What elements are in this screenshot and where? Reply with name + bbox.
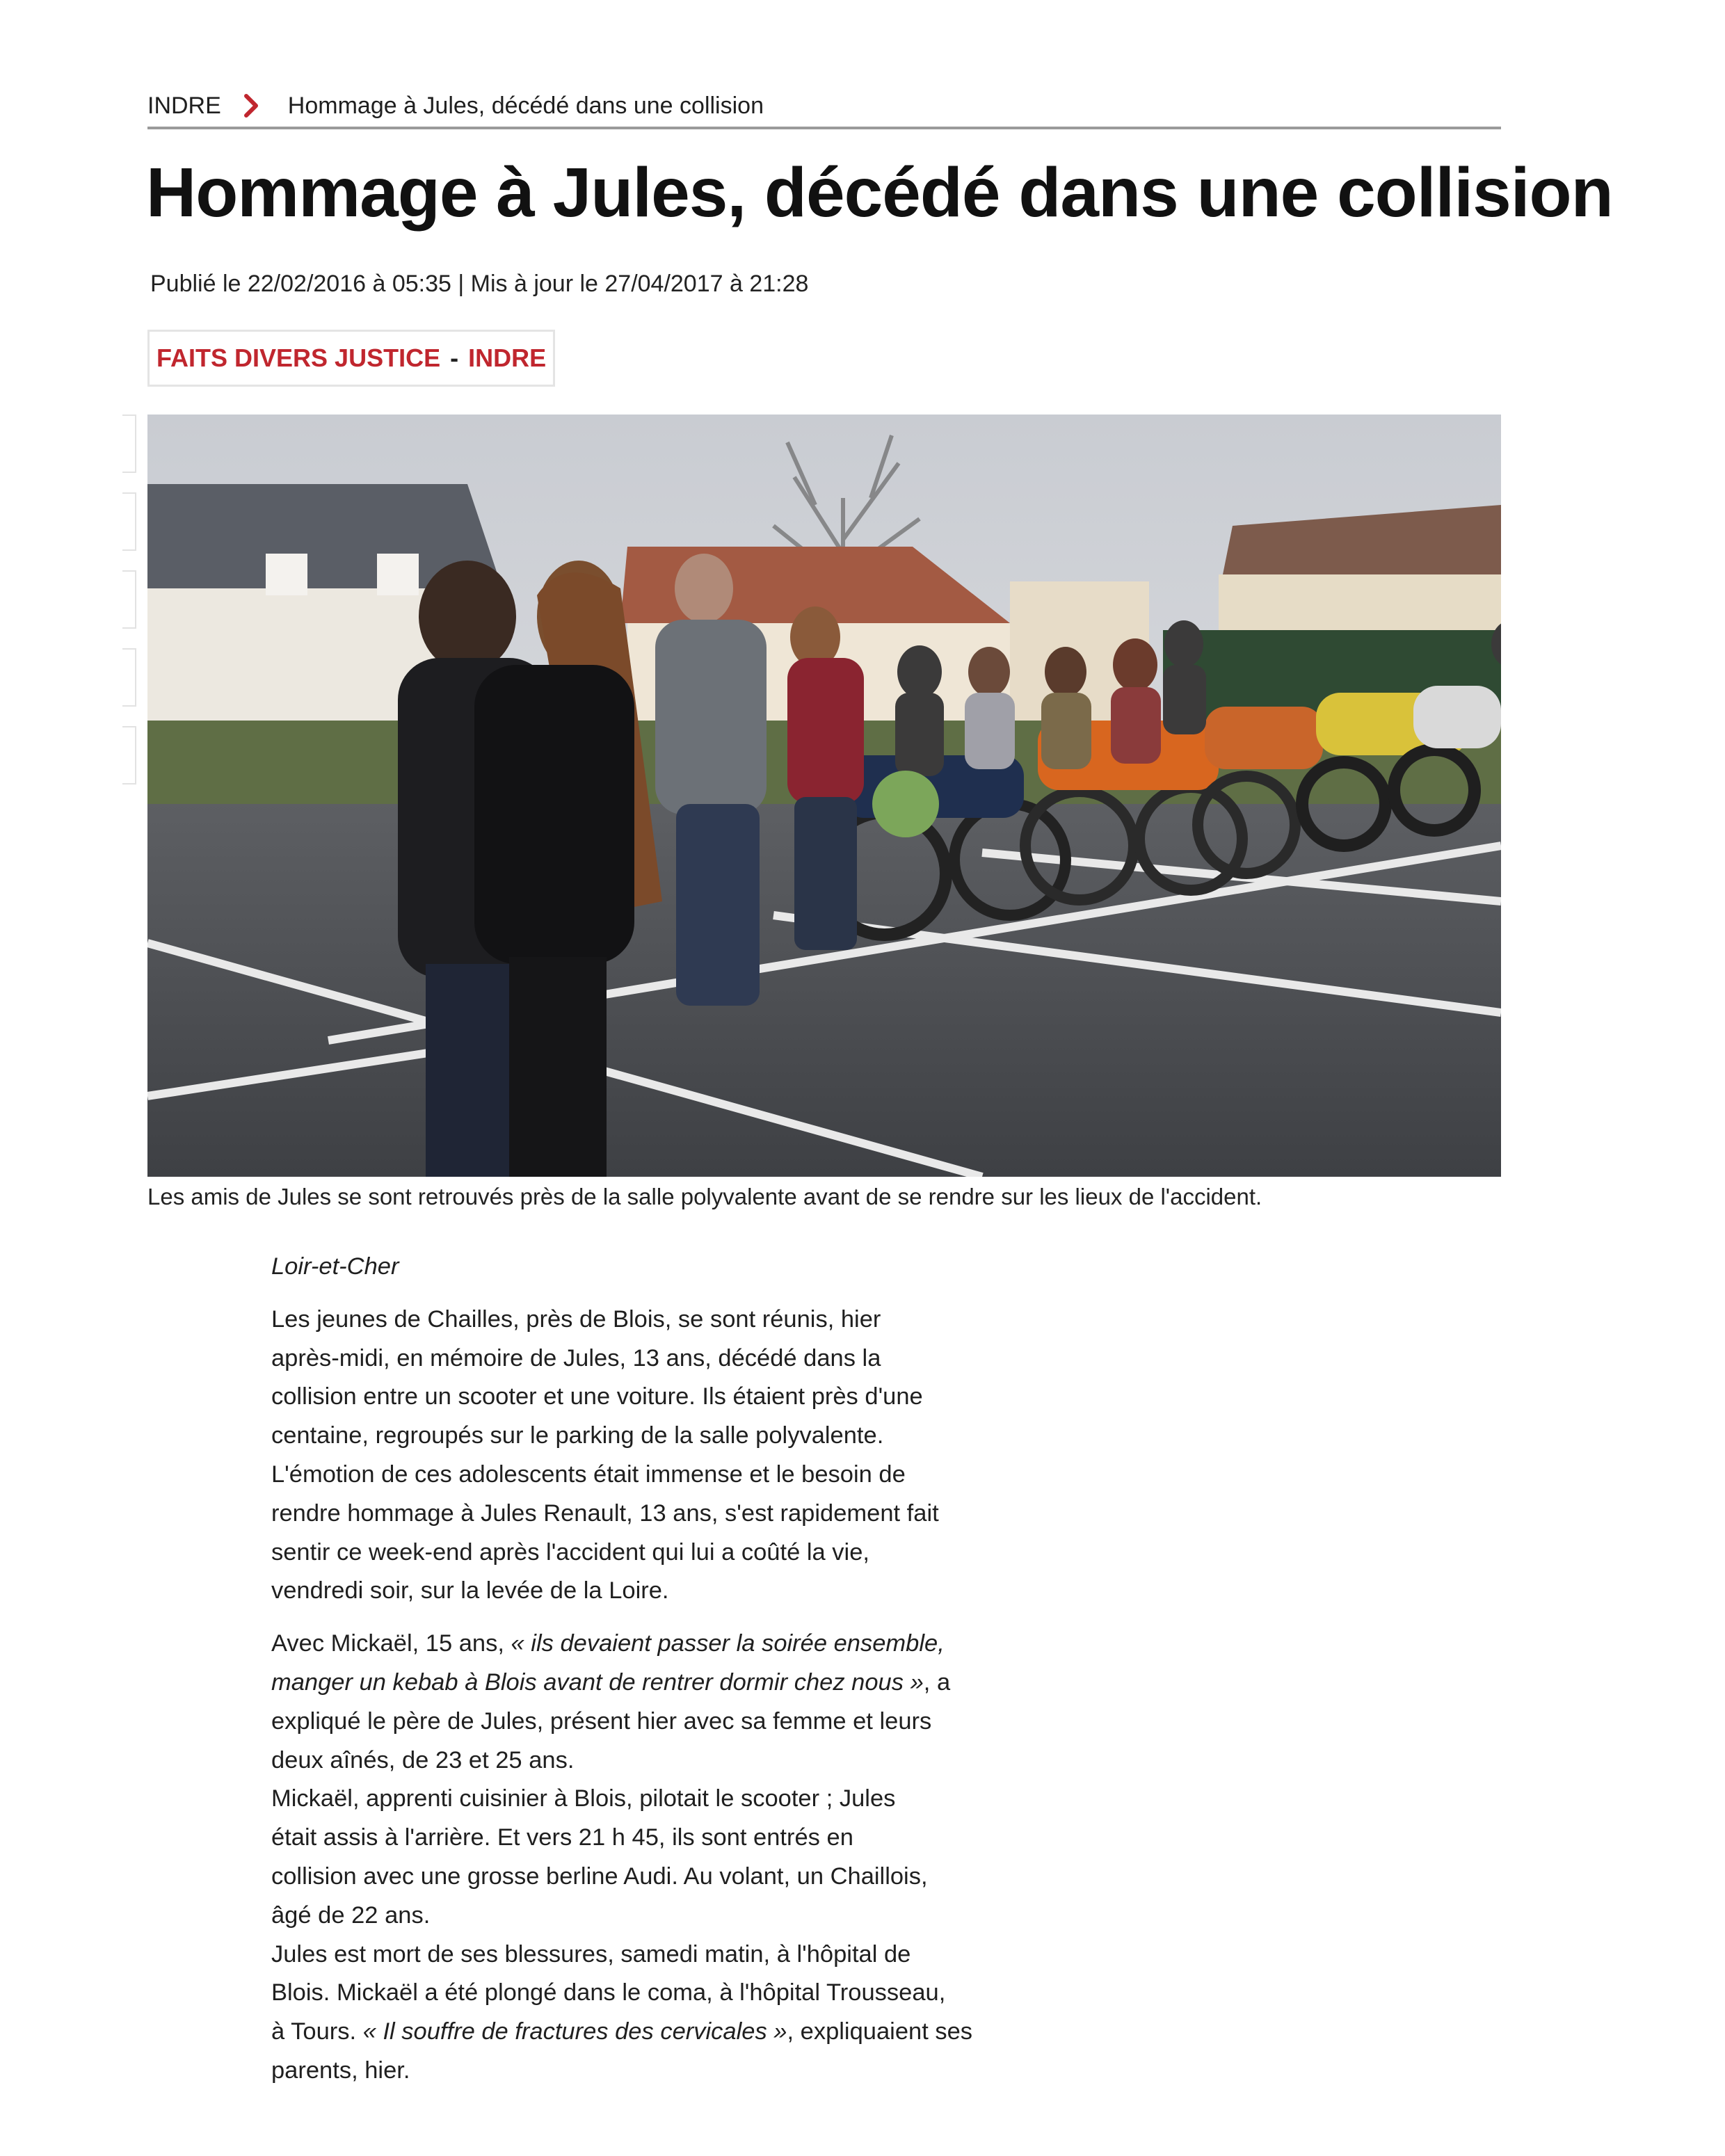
text-line: parents, hier.	[271, 2057, 410, 2084]
breadcrumb	[147, 85, 1501, 129]
article-body	[271, 1248, 973, 2105]
text-line: après-midi, en mémoire de Jules, 13 ans, décédé dans la	[271, 1344, 881, 1371]
share-rail	[122, 415, 136, 804]
text-line: Blois. Mickaël a été plongé dans le coma, à l'hôpital Trousseau,	[271, 1979, 946, 2006]
quote-text: « Il souffre de fractures des cervicales »	[362, 2018, 787, 2045]
text-line	[271, 1664, 967, 1703]
text-line: collision avec une grosse berline Audi. Au volant, un Chaillois,	[271, 1863, 928, 1890]
text-line	[271, 2013, 973, 2052]
text-run: à Tours.	[271, 2018, 363, 2045]
text-line: Jules est mort de ses blessures, samedi matin, à l'hôpital de	[271, 1940, 911, 1968]
share-button-linkedin[interactable]	[122, 570, 136, 629]
text-line: sentir ce week-end après l'accident qui lui a coûté la vie,	[271, 1538, 869, 1566]
publication-date: Publié le 22/02/2016 à 05:35 | Mis à jour le 27/04/2017 à 21:28	[150, 271, 809, 297]
text-line: collision entre un scooter et une voiture. Ils étaient près d'une	[271, 1383, 923, 1410]
text-run: , a	[923, 1668, 951, 1696]
text-line: L'émotion de ces adolescents était immense et le besoin de	[271, 1461, 906, 1488]
tag-faits-divers-justice[interactable]: FAITS DIVERS JUSTICE	[157, 344, 441, 372]
text-line: deux aînés, de 23 et 25 ans.	[271, 1746, 575, 1773]
share-button-facebook[interactable]	[122, 415, 136, 473]
share-button-print[interactable]	[122, 726, 136, 785]
text-line	[271, 1625, 967, 1664]
article-paragraph-2	[271, 1625, 973, 2091]
article-location: Loir-et-Cher	[271, 1253, 399, 1280]
text-run: , expliquaient ses	[787, 2018, 973, 2045]
breadcrumb-home-link[interactable]: INDRE	[147, 92, 221, 119]
text-line: Les jeunes de Chailles, près de Blois, se sont réunis, hier	[271, 1305, 881, 1333]
text-line: Mickaël, apprenti cuisinier à Blois, pilotait le scooter ; Jules	[271, 1785, 896, 1812]
text-line: vendredi soir, sur la levée de la Loire.	[271, 1577, 669, 1604]
article-paragraph-1	[271, 1301, 967, 1611]
photo-caption: Les amis de Jules se sont retrouvés près de la salle polyvalente avant de se rendre sur les lieux de l'accident.	[147, 1184, 1262, 1209]
text-line: était assis à l'arrière. Et vers 21 h 45, ils sont entrés en	[271, 1824, 853, 1851]
page-title: Hommage à Jules, décédé dans une collision	[146, 154, 1613, 232]
breadcrumb-current: Hommage à Jules, décédé dans une collision	[287, 92, 764, 119]
photo-illustration	[147, 415, 1501, 1177]
quote-text: « ils devaient passer la soirée ensemble,	[511, 1630, 945, 1657]
chevron-right-icon	[236, 92, 267, 120]
text-line: âgé de 22 ans.	[271, 1901, 431, 1929]
quote-text: manger un kebab à Blois avant de rentrer dormir chez nous »	[271, 1668, 924, 1696]
text-run: Avec Mickaël, 15 ans,	[271, 1630, 511, 1657]
share-button-email[interactable]	[122, 648, 136, 707]
share-button-twitter[interactable]	[122, 492, 136, 551]
tag-indre[interactable]: INDRE	[468, 344, 547, 372]
text-line: expliqué le père de Jules, présent hier avec sa femme et leurs	[271, 1707, 932, 1735]
article-photo	[147, 415, 1501, 1177]
text-line: centaine, regroupés sur le parking de la salle polyvalente.	[271, 1422, 884, 1449]
text-line: rendre hommage à Jules Renault, 13 ans, s'est rapidement fait	[271, 1499, 939, 1527]
tag-separator: -	[450, 344, 459, 372]
category-tags	[147, 330, 555, 387]
